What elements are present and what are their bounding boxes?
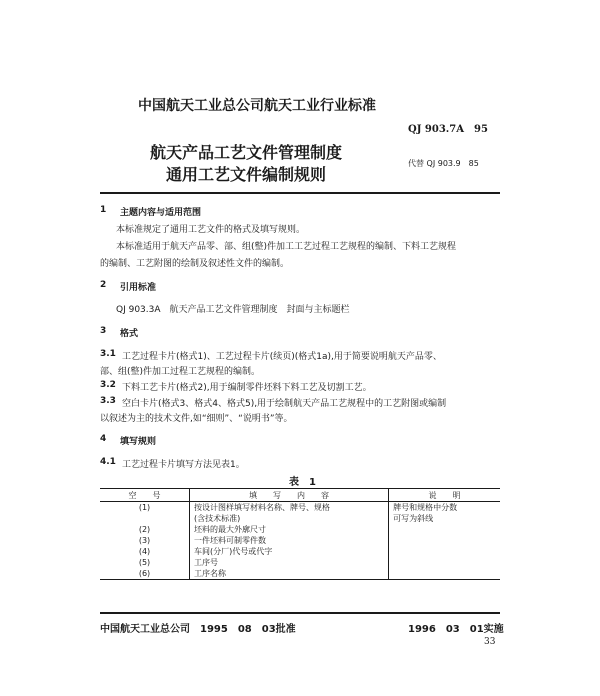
clause-3-1-text-a: 工艺过程卡片(格式1)、工艺过程卡片(续页)(格式1a),用于简要说明航天产品零、 [122,352,442,362]
table-row [100,535,500,546]
clause-3-3-text-b: 以叙述为主的技术文件,如“细则”、“说明书”等。 [100,414,293,424]
section-1-number: 1 [100,205,107,215]
table-row [100,502,500,514]
implementation-line: 1996 03 01实施 [408,624,504,635]
org-title: 中国航天工业总公司航天工业行业标准 [138,98,376,114]
table-cell: (2) [100,524,190,535]
section-1-paragraph-2a: 本标准适用于航天产品零、部、组(整)件加工工艺过程工艺规程的编制、下料工艺规程 [116,242,457,252]
page-number: 33 [484,637,496,647]
table-cell [100,513,190,524]
table-1 [100,488,500,580]
table-header-cell: 空 号 [100,489,190,502]
section-1-title: 主题内容与适用范围 [120,208,202,218]
table-cell: (含技术标准) [190,513,389,524]
table-row [100,524,500,535]
document-title-line2: 通用工艺文件编制规则 [166,165,327,184]
clause-3-2-number: 3.2 [100,380,116,390]
footer-divider [100,612,500,614]
table-cell [389,524,500,535]
table-cell: 牌号和规格中分数 [393,503,458,512]
table-cell: 工序号 [190,557,389,568]
table-cell [389,546,500,557]
table-row [100,568,500,580]
section-4-title: 填写规则 [120,437,157,447]
table-cell: (5) [100,557,190,568]
table-row [100,557,500,568]
table-cell: (1) [100,502,190,514]
replace-note: 代替 QJ 903.9 85 [408,159,479,168]
standard-code: QJ 903.7A 95 [408,124,488,135]
table-cell: 按设计图样填写材料名称、牌号、规格 [190,502,389,514]
clause-3-3-text-a: 空白卡片(格式3、格式4、格式5),用于绘制航天产品工艺规程中的工艺附图或编制 [122,399,447,409]
section-2-title: 引用标准 [120,283,157,293]
table-cell: (3) [100,535,190,546]
table-cell [389,557,500,568]
section-3-number: 3 [100,326,107,336]
table-cell: 工序名称 [190,568,389,580]
section-1-paragraph-1: 本标准规定了通用工艺文件的格式及填写规则。 [116,225,306,235]
table-cell [389,535,500,546]
table-caption: 表 1 [289,477,316,488]
section-2-reference: QJ 903.3A 航天产品工艺文件管理制度 封面与主标题栏 [116,305,350,315]
table-cell: 坯料的最大外廓尺寸 [190,524,389,535]
table-row [100,513,500,524]
clause-3-1-number: 3.1 [100,349,116,359]
section-3-title: 格式 [120,329,139,339]
table-header-row [100,489,500,502]
clause-3-2-text: 下料工艺卡片(格式2),用于编制零件坯料下料工艺及切割工艺。 [122,383,372,393]
clause-4-1-number: 4.1 [100,457,116,467]
table-header-cell: 说 明 [389,489,500,502]
table-row [100,546,500,557]
section-4-number: 4 [100,434,107,444]
header-divider [100,192,500,194]
table-cell: 一件坯料可制零件数 [190,535,389,546]
section-2-number: 2 [100,280,107,290]
clause-3-1-text-b: 部、组(整)件加工过程工艺规程的编制。 [100,367,261,377]
table-cell: (4) [100,546,190,557]
clause-3-3-number: 3.3 [100,396,116,406]
clause-4-1-text: 工艺过程卡片填写方法见表1。 [122,460,245,470]
table-cell [389,568,500,580]
table-cell: (6) [100,568,190,580]
table-cell: 车间(分厂)代号或代字 [190,546,389,557]
table-cell: 可写为斜线 [393,514,434,523]
section-1-paragraph-2b: 的编制、工艺附图的绘制及叙述性文件的编制。 [100,259,290,269]
table-header-cell: 填 写 内 容 [190,489,389,502]
approval-line: 中国航天工业总公司 1995 08 03批准 [100,624,296,635]
document-title-line1: 航天产品工艺文件管理制度 [150,143,343,162]
